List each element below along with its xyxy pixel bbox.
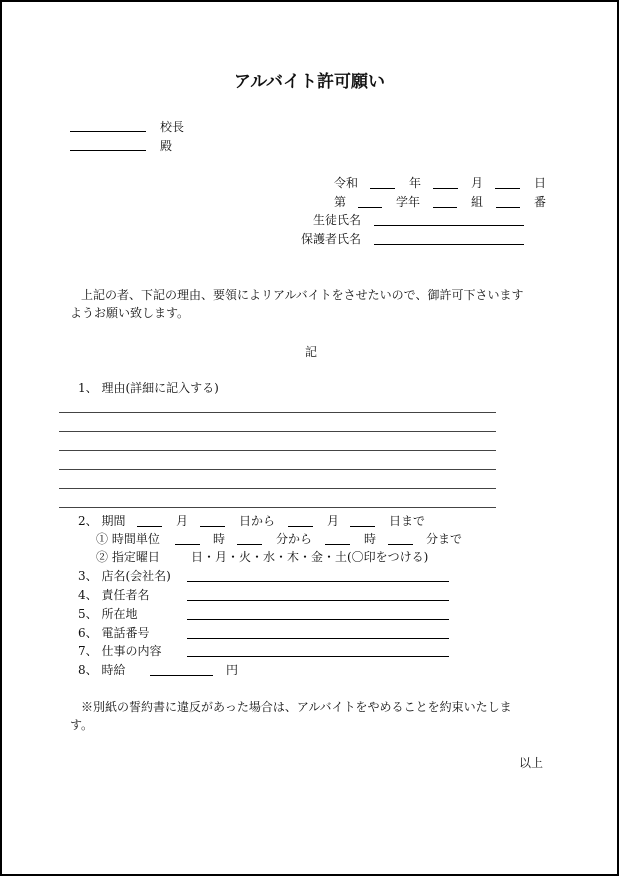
hours-end-minute-field[interactable] (388, 544, 413, 545)
month-label: 月 (471, 176, 484, 190)
student-name-label: 生徒氏名 (313, 213, 362, 227)
hours-start-minute-field[interactable] (237, 544, 262, 545)
dai-label: 第 (334, 195, 347, 209)
period-end-month-field[interactable] (288, 526, 313, 527)
hours-from-label: 分から (276, 532, 313, 546)
hours-start-hour-field[interactable] (175, 544, 200, 545)
phone-field[interactable] (187, 638, 449, 639)
wage-unit-label: 円 (226, 663, 239, 677)
year-field[interactable] (370, 188, 395, 189)
hours-hour1-label: 時 (213, 532, 226, 546)
hours-hour2-label: 時 (364, 532, 377, 546)
hours-until-label: 分まで (426, 532, 463, 546)
number-label: 番 (534, 195, 547, 209)
shop-name-label: 3、 店名(会社名) (78, 569, 171, 583)
weekday-label: ② 指定曜日 (96, 550, 160, 564)
period-until-label: 日まで (389, 514, 426, 528)
wage-label: 8、 時給 (78, 663, 126, 677)
wage-field[interactable] (150, 675, 213, 676)
request-body-line1: 上記の者、下記の理由、要領によリアルバイトをさせたいので、御許可下さいます (81, 288, 524, 302)
job-content-label: 7、 仕事の内容 (78, 644, 162, 658)
note-line2: す。 (70, 718, 94, 732)
phone-label: 6、 電話番号 (78, 626, 150, 640)
school-name-line[interactable] (70, 131, 146, 132)
period-label: 2、 期間 (78, 514, 126, 528)
shop-name-field[interactable] (187, 581, 449, 582)
reason-line-3[interactable] (59, 450, 496, 451)
reason-line-5[interactable] (59, 488, 496, 489)
era-label: 令和 (334, 176, 359, 190)
period-month1-label: 月 (176, 514, 189, 528)
grade-label: 学年 (396, 195, 421, 209)
dono-label: 殿 (160, 139, 173, 153)
guardian-name-label: 保護者氏名 (301, 232, 362, 246)
grade-field[interactable] (358, 207, 382, 208)
day-label: 日 (534, 176, 547, 190)
principal-label: 校長 (160, 120, 185, 134)
reason-line-2[interactable] (59, 431, 496, 432)
period-start-day-field[interactable] (200, 526, 225, 527)
student-name-field[interactable] (374, 225, 524, 226)
number-field[interactable] (496, 207, 520, 208)
day-field[interactable] (495, 188, 520, 189)
reason-label: 1、 理由(詳細に記入する) (78, 381, 219, 395)
period-from-label: 日から (239, 514, 276, 528)
closing-text: 以上 (519, 756, 544, 770)
reason-line-6[interactable] (59, 507, 496, 508)
year-label: 年 (409, 176, 422, 190)
month-field[interactable] (433, 188, 458, 189)
request-body-line2: ようお願い致します。 (70, 306, 190, 320)
ki-heading: 記 (305, 345, 318, 359)
note-line1: ※別紙の誓約書に違反があった場合は、アルバイトをやめることを約束いたしま (81, 700, 512, 714)
document-title: アルバイト許可願い (233, 72, 386, 92)
period-month2-label: 月 (327, 514, 340, 528)
class-label: 組 (471, 195, 484, 209)
hours-end-hour-field[interactable] (325, 544, 350, 545)
period-end-day-field[interactable] (350, 526, 375, 527)
period-start-month-field[interactable] (137, 526, 162, 527)
principal-name-line[interactable] (70, 150, 146, 151)
job-content-field[interactable] (187, 656, 449, 657)
guardian-name-field[interactable] (374, 244, 524, 245)
class-field[interactable] (433, 207, 457, 208)
weekday-options[interactable]: 日・月・火・水・木・金・土(〇印をつける) (191, 550, 429, 564)
manager-name-label: 4、 責任者名 (78, 588, 150, 602)
reason-line-4[interactable] (59, 469, 496, 470)
reason-line-1[interactable] (59, 412, 496, 413)
manager-name-field[interactable] (187, 600, 449, 601)
hours-label: ① 時間単位 (96, 532, 160, 546)
address-field[interactable] (187, 619, 449, 620)
address-label: 5、 所在地 (78, 607, 138, 621)
